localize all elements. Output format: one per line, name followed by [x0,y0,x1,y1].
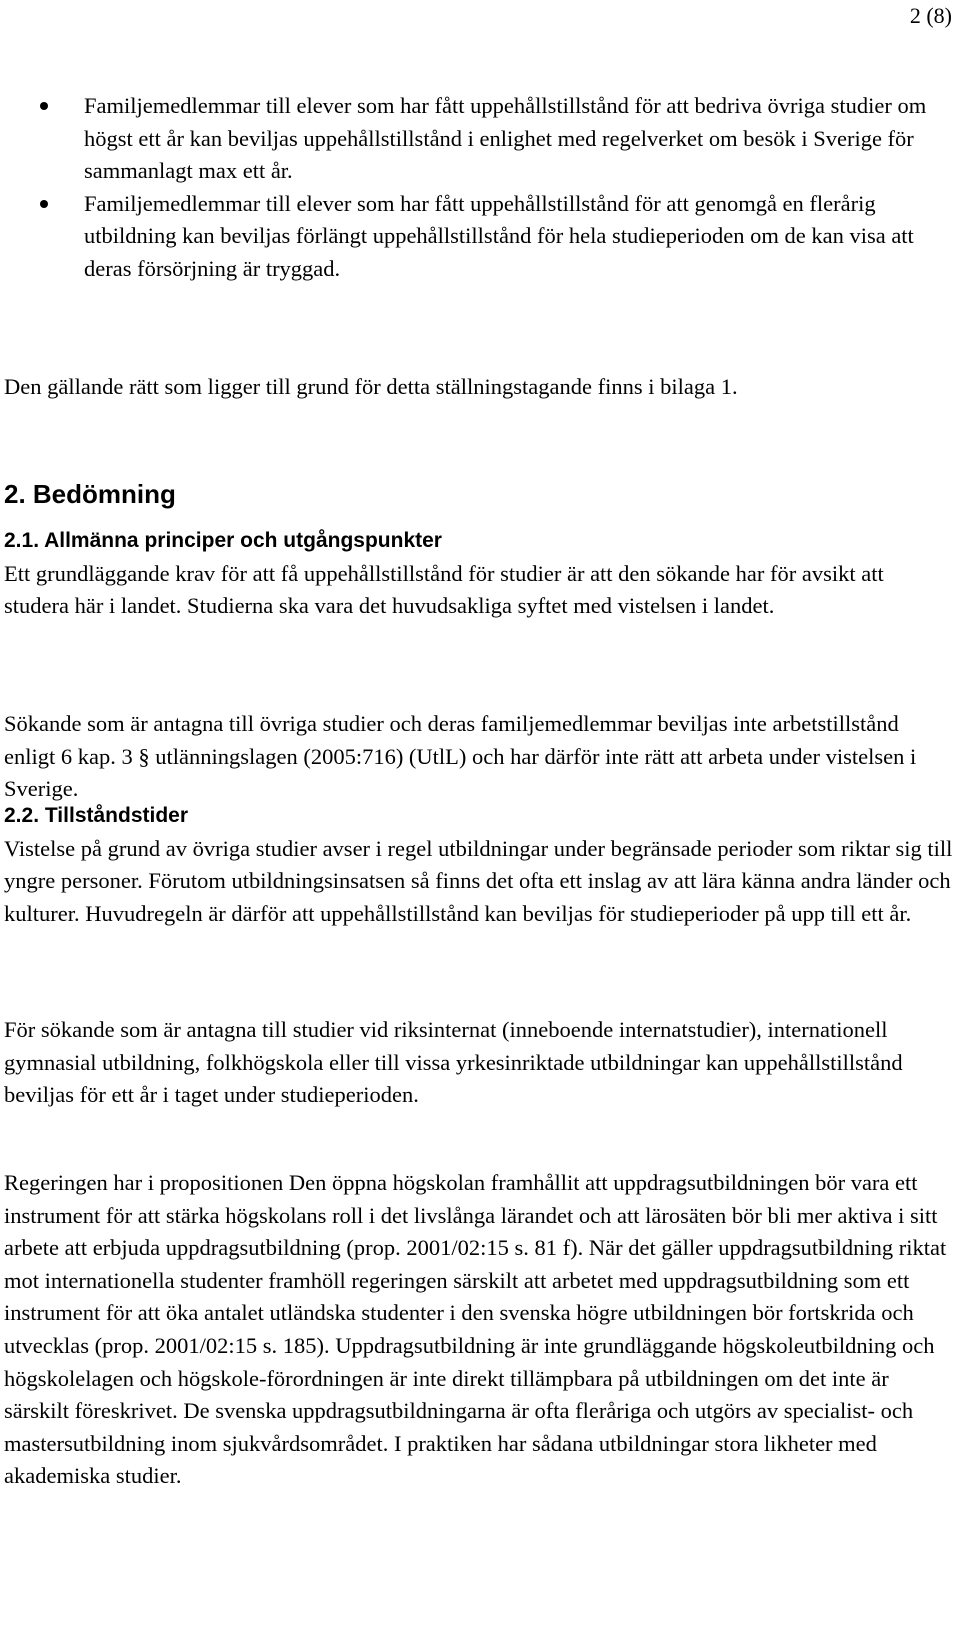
bullet-icon [40,200,48,208]
paragraph: För sökande som är antagna till studier vid riksinternat (inneboende internatstudier), internationell gymnasial utbildning, folkhögskola eller till vissa yrkesinriktade utbildningar kan uppehållstillstånd beviljas för ett år i taget under studieperioden. [4,1017,903,1108]
bullet-text: Familjemedlemmar till elever som har fått uppehållstillstånd för att bedriva övriga studier om högst ett år kan beviljas uppehållstillstånd i enlighet med regelverket om besök i Sverige för sammanlagt max ett år. [84,93,927,184]
list-item [0,188,950,286]
bullet-icon [40,102,48,110]
page-number: 2 (8) [909,3,952,28]
paragraph: Regeringen har i propositionen Den öppna högskolan framhållit att uppdragsutbildningen bör vara ett instrument för att stärka högskolans roll i det livslånga lärandet och att lärosäten bör bli mer aktiva i sitt arbete att erbjuda uppdragsutbildning (prop. 2001/02:15 s. 81 f). När det gäller uppdragsutbildning riktat mot internationella studenter framhöll regeringen särskilt att arbetet med uppdragsutbildning som ett instrument för att öka antalet utländska studenter i den svenska högre utbildningen bör fortskrida och utvecklas (prop. 2001/02:15 s. 185). Uppdragsutbildning är inte grundläggande högskoleutbildning och högskolelagen och högskole-förordningen är inte direkt tillämpbara på utbildningen om det inte är särskilt föreskrivet. De svenska uppdragsutbildningarna är ofta fleråriga och utgörs av specialist- och mastersutbildning inom sjukvårdsområdet. I praktiken har sådana utbildningar stora likheter med akademiska studier. [4,1170,947,1489]
subsection-permit-periods [4,800,954,930]
subsection-general-principles [4,525,954,623]
list-item [0,90,950,188]
intro-paragraph: Den gällande rätt som ligger till grund för detta ställningstagande finns i bilaga 1. [4,374,738,399]
paragraph: Vistelse på grund av övriga studier avser i regel utbildningar under begränsade perioder som riktar sig till yngre personer. Förutom utbildningsinsatsen så finns det ofta ett inslag av att lära känna andra länder och kulturer. Huvudregeln är därför att uppehållstillstånd kan beviljas för studieperioder på upp till ett år. [4,835,953,926]
paragraph: Ett grundläggande krav för att få uppehållstillstånd för studier är att den sökande har för avsikt att studera här i landet. Studierna ska vara det huvudsakliga syftet med vistelsen i landet. [4,560,884,619]
bullet-list [0,90,950,286]
paragraph: Sökande som är antagna till övriga studier och deras familjemedlemmar beviljas inte arbetstillstånd enligt 6 kap. 3 § utlänningslagen (2005:716) (UtlL) och har därför inte rätt att arbeta under vistelsen i Sverige. [4,711,917,802]
section-heading: 2. Bedömning [4,479,176,509]
subsection-heading: 2.2. Tillståndstider [4,804,189,827]
subsection-heading: 2.1. Allmänna principer och utgångspunkter [4,529,442,552]
bullet-text: Familjemedlemmar till elever som har fått uppehållstillstånd för att genomgå en flerårig utbildning kan beviljas förlängt uppehållstillstånd för hela studieperioden om de kan visa att deras försörjning är tryggad. [84,190,914,281]
